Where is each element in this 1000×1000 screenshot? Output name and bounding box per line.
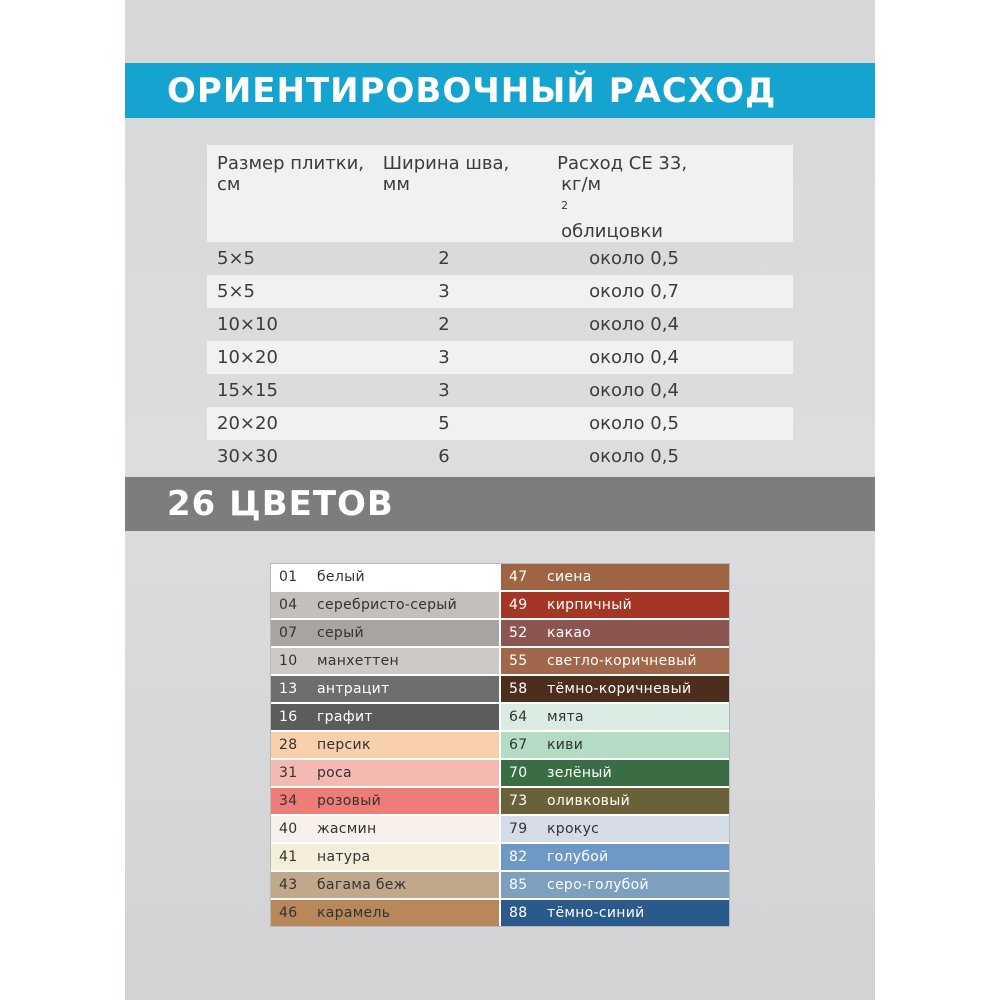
table-row: [207, 308, 793, 341]
cell-tile-size: 15×15: [217, 380, 278, 401]
content-panel: [125, 0, 875, 1000]
color-code: 13: [279, 681, 298, 697]
color-swatch: [271, 564, 499, 590]
cell-joint-width: 2: [438, 314, 450, 335]
color-swatch: [501, 564, 729, 590]
color-code: 28: [279, 737, 298, 753]
header-consumption: Расход СЕ 33, кг/м $^2$ облицовки: [557, 145, 793, 242]
color-code: 82: [509, 849, 528, 865]
color-name: оливковый: [547, 793, 630, 809]
color-name: сиена: [547, 569, 592, 585]
color-name: кирпичный: [547, 597, 632, 613]
color-code: 67: [509, 737, 528, 753]
color-name: натура: [317, 849, 371, 865]
table-row: [207, 275, 793, 308]
cell-joint-width: 3: [383, 341, 557, 374]
color-swatch: [501, 648, 729, 674]
color-name: серебристо-серый: [317, 597, 458, 613]
color-swatch: [271, 592, 499, 618]
color-code: 43: [279, 877, 298, 893]
color-name: серый: [317, 625, 364, 641]
color-code: 01: [279, 569, 298, 585]
color-code: 31: [279, 765, 298, 781]
color-swatch: [501, 788, 729, 814]
color-name: киви: [547, 737, 584, 753]
consumption-heading-band: [125, 63, 875, 118]
color-code: 41: [279, 849, 298, 865]
cell-joint-width: 3: [383, 275, 557, 308]
color-code: 10: [279, 653, 298, 669]
color-swatch: [271, 788, 499, 814]
color-code: 49: [509, 597, 528, 613]
color-swatch: [271, 732, 499, 758]
color-name: зелёный: [547, 765, 613, 781]
color-swatch: [271, 844, 499, 870]
color-code: 79: [509, 821, 528, 837]
cell-tile-size: 10×20: [207, 341, 383, 374]
table-row: [207, 242, 793, 275]
cell-consumption: около 0,5: [589, 446, 679, 467]
color-swatch: [271, 900, 499, 926]
consumption-heading: ОРИЕНТИРОВОЧНЫЙ РАСХОД: [167, 70, 777, 111]
color-name: антрацит: [317, 681, 390, 697]
cell-consumption: около 0,4: [589, 380, 679, 401]
cell-joint-width: 2: [438, 248, 450, 269]
color-code: 47: [509, 569, 528, 585]
color-swatch: [271, 872, 499, 898]
color-swatch-grid: [270, 563, 730, 927]
color-name: розовый: [317, 793, 381, 809]
color-swatch: [271, 620, 499, 646]
color-code: 55: [509, 653, 528, 669]
consumption-table: [207, 145, 793, 473]
cell-tile-size: 5×5: [207, 275, 383, 308]
cell-tile-size: 10×10: [217, 314, 278, 335]
cell-tile-size: 30×30: [217, 446, 278, 467]
color-swatch: [501, 760, 729, 786]
cell-consumption: около 0,5: [589, 248, 679, 269]
table-row: [207, 440, 793, 473]
color-swatch: [501, 732, 729, 758]
color-column-right: [501, 564, 729, 926]
header-tile-size: Размер плитки, см: [207, 145, 383, 242]
cell-consumption: около 0,4: [557, 341, 793, 374]
color-swatch: [501, 872, 729, 898]
color-name: персик: [317, 737, 371, 753]
color-swatch: [501, 844, 729, 870]
cell-joint-width: 6: [438, 446, 450, 467]
color-swatch: [501, 620, 729, 646]
color-code: 04: [279, 597, 298, 613]
cell-consumption: около 0,4: [589, 314, 679, 335]
table-header-row: [207, 145, 793, 242]
color-code: 40: [279, 821, 298, 837]
color-code: 64: [509, 709, 528, 725]
color-name: роса: [317, 765, 352, 781]
color-name: тёмно-коричневый: [547, 681, 692, 697]
cell-tile-size: 5×5: [217, 248, 255, 269]
color-swatch: [501, 816, 729, 842]
color-name: карамель: [317, 905, 391, 921]
color-name: манхеттен: [317, 653, 399, 669]
color-code: 07: [279, 625, 298, 641]
color-swatch: [271, 704, 499, 730]
color-column-left: [271, 564, 499, 926]
color-swatch: [271, 816, 499, 842]
color-code: 73: [509, 793, 528, 809]
colors-heading-band: [125, 477, 875, 531]
color-name: жасмин: [317, 821, 377, 837]
color-name: багама беж: [317, 877, 407, 893]
color-name: голубой: [547, 849, 609, 865]
table-row: [207, 341, 793, 374]
color-name: мята: [547, 709, 584, 725]
color-name: крокус: [547, 821, 600, 837]
color-code: 34: [279, 793, 298, 809]
header-joint-width: Ширина шва, мм: [383, 145, 557, 242]
color-swatch: [271, 760, 499, 786]
colors-heading: 26 ЦВЕТОВ: [167, 484, 394, 524]
color-code: 46: [279, 905, 298, 921]
color-swatch: [271, 676, 499, 702]
color-code: 70: [509, 765, 528, 781]
color-swatch: [501, 900, 729, 926]
color-swatch: [501, 704, 729, 730]
color-code: 16: [279, 709, 298, 725]
table-row: [207, 374, 793, 407]
table-row: [207, 407, 793, 440]
cell-joint-width: 5: [383, 407, 557, 440]
color-swatch: [501, 592, 729, 618]
color-name: серо-голубой: [547, 877, 649, 893]
color-code: 85: [509, 877, 528, 893]
color-code: 88: [509, 905, 528, 921]
cell-consumption: около 0,5: [557, 407, 793, 440]
color-name: какао: [547, 625, 592, 641]
color-name: светло-коричневый: [547, 653, 697, 669]
color-name: белый: [317, 569, 365, 585]
color-name: графит: [317, 709, 373, 725]
color-swatch: [271, 648, 499, 674]
cell-joint-width: 3: [438, 380, 450, 401]
cell-tile-size: 20×20: [207, 407, 383, 440]
color-swatch: [501, 676, 729, 702]
cell-consumption: около 0,7: [557, 275, 793, 308]
color-code: 52: [509, 625, 528, 641]
color-name: тёмно-синий: [547, 905, 645, 921]
color-code: 58: [509, 681, 528, 697]
